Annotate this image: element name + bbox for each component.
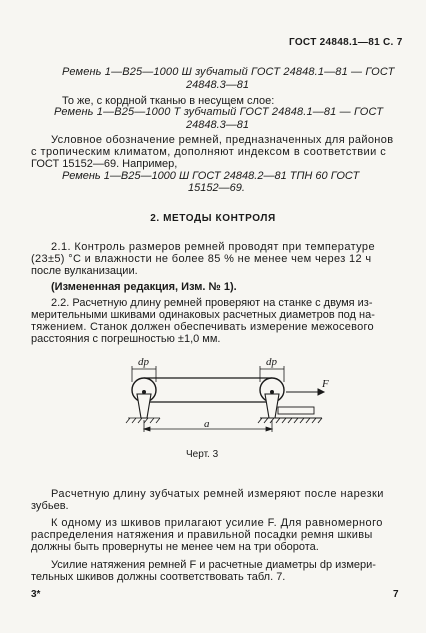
paragraph-2-1-line2: (23±5) °С и влажности не более 85 % не менее чем через 12 ч [31, 253, 372, 265]
distance-label: a [204, 418, 210, 430]
page-number: 7 [393, 589, 399, 600]
page-header: ГОСТ 24848.1—81 С. 7 [289, 37, 403, 48]
paragraph-same-cord: То же, с кордной тканью в несущем слое: [62, 95, 275, 107]
example-designation-2-cont: 24848.3—81 [186, 119, 249, 131]
example-designation-3-cont: 15152—69. [188, 182, 245, 194]
paragraph-2-2-line3: тяжением. Станок должен обеспечивать измерение межосевого [31, 321, 374, 333]
paragraph-2-2-line4: расстояния с погрешностью ±1,0 мм. [31, 333, 221, 345]
footer-signature: 3* [31, 589, 41, 600]
dp-label-left: dp [138, 356, 149, 368]
belt-measurement-diagram [110, 352, 340, 436]
example-designation-2: Ремень 1—B25—1000 Т зубчатый ГОСТ 24848.1—81 — ГОСТ [54, 106, 384, 118]
paragraph-tropical-1: Условное обозначение ремней, предназначенных для районов [51, 134, 394, 146]
paragraph-tropical-3: ГОСТ 15152—69. Например, [31, 158, 178, 170]
paragraph-force-1: К одному из шкивов прилагают усилие F. Для равномерного [51, 517, 383, 529]
paragraph-2-2-line2: мерительными шкивами одинаковых расчетных диаметров под на- [31, 309, 375, 321]
paragraph-toothed-2: зубьев. [31, 500, 69, 512]
section-title: 2. МЕТОДЫ КОНТРОЛЯ [150, 213, 276, 224]
paragraph-table-2: тельных шкивов должны соответствовать табл. 7. [31, 571, 286, 583]
example-designation-3: Ремень 1—B25—1000 Ш ГОСТ 24848.2—81 ТПН 60 ГОСТ [62, 170, 360, 182]
dp-label-right: dp [266, 356, 277, 368]
paragraph-toothed-1: Расчетную длину зубчатых ремней измеряют после нарезки [51, 488, 384, 500]
force-label: F [322, 378, 329, 390]
paragraph-tropical-2: с тропическим климатом, дополняют индексом в соответствии с [31, 146, 387, 158]
figure-caption: Черт. 3 [186, 449, 219, 460]
paragraph-2-2-line1: 2.2. Расчетную длину ремней проверяют на станке с двумя из- [51, 297, 373, 309]
paragraph-2-1-line3: после вулканизации. [31, 265, 138, 277]
paragraph-force-3: должны быть провернуты не менее чем на три оборота. [31, 541, 319, 553]
paragraph-2-1-line1: 2.1. Контроль размеров ремней проводят при температуре [51, 241, 375, 253]
paragraph-table-1: Усилие натяжения ремней F и расчетные диаметры dp измери- [51, 559, 376, 571]
paragraph-force-2: распределения натяжения и правильной посадки ремня шкивы [31, 529, 373, 541]
amendment-note: (Измененная редакция, Изм. № 1). [51, 281, 237, 293]
example-designation-1-cont: 24848.3—81 [186, 79, 249, 91]
example-designation-1: Ремень 1—B25—1000 Ш зубчатый ГОСТ 24848.1—81 — ГОСТ [62, 66, 395, 78]
